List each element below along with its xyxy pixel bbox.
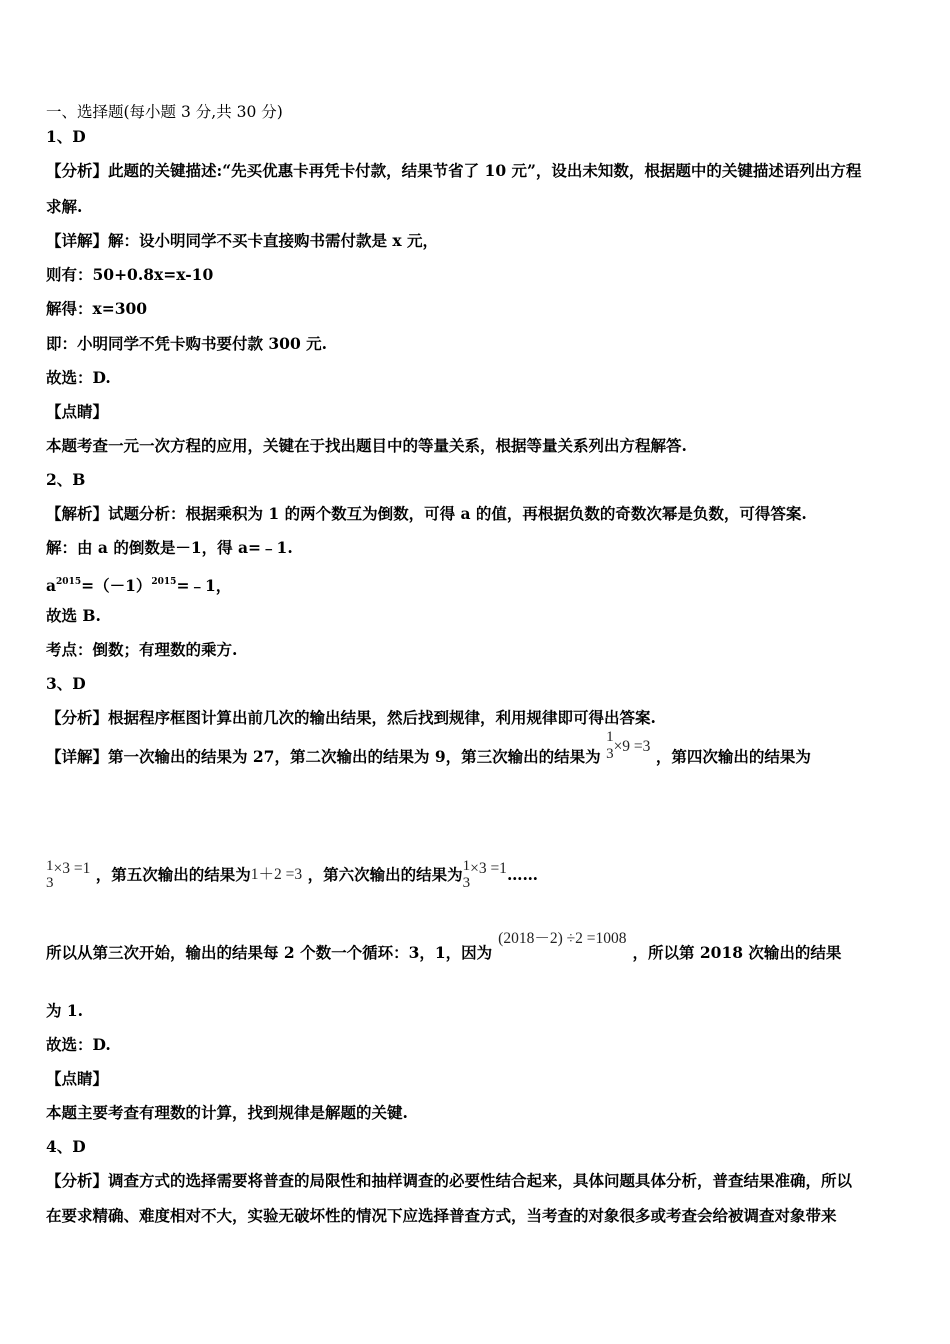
q3-detail-text-3: ，第五次输出的结果为 bbox=[95, 865, 251, 884]
q2-choice: 故选 B. bbox=[46, 606, 101, 625]
q3-math-sum: 1＋2 =3 bbox=[250, 866, 303, 883]
q3-detail-text-4: ，第六次输出的结果为 bbox=[307, 865, 463, 884]
power-base: a bbox=[46, 576, 57, 595]
question-4-answer: 4、D bbox=[46, 1137, 86, 1156]
power-exponent-2: 2015 bbox=[151, 577, 177, 587]
q1-comment: 本题考查一元一次方程的应用，关键在于找出题目中的等量关系，根据等量关系列出方程解答. bbox=[46, 436, 687, 455]
q3-choice: 故选：D. bbox=[46, 1035, 111, 1054]
q3-comment: 本题主要考查有理数的计算，找到规律是解题的关键. bbox=[46, 1103, 408, 1122]
q1-comment-heading: 【点睛】 bbox=[46, 402, 109, 421]
q3-detail-text-6: ，所以第 2018 次输出的结果 bbox=[632, 943, 842, 962]
section-title: 一、选择题(每小题 3 分,共 30 分) bbox=[46, 103, 283, 121]
fraction-numerator: 1 bbox=[606, 729, 614, 745]
fraction-denominator: 3 bbox=[462, 875, 471, 891]
q2-analysis: 【解析】试题分析：根据乘积为 1 的两个数互为倒数，可得 a 的值，再根据负数的奇数次幂是负数，可得答案. bbox=[46, 504, 807, 523]
q2-power-equation bbox=[46, 572, 231, 596]
power-result: =﹣1， bbox=[176, 576, 232, 595]
fraction-one-third-2 bbox=[46, 858, 54, 892]
fraction-denominator: 3 bbox=[46, 875, 54, 891]
q3-math-cycle: (2018－2) ÷2 =1008 bbox=[498, 930, 627, 947]
q3-detail-text-5: 所以从第三次开始，输出的结果每 2 个数一个循环：3，1，因为 bbox=[46, 943, 493, 962]
q3-detail-line3 bbox=[46, 930, 842, 963]
q1-analysis: 【分析】此题的关键描述:“先买优惠卡再凭卡付款，结果节省了 10 元”，设出未知数，根据题中的关键描述语列出方程 bbox=[46, 161, 862, 180]
q3-detail-line2 bbox=[46, 858, 538, 892]
fraction-one-third bbox=[606, 729, 614, 763]
q1-equation: 则有：50+0.8x=x-10 bbox=[46, 265, 214, 284]
fraction-numerator: 1 bbox=[462, 858, 471, 874]
q3-detail-text: 【详解】第一次输出的结果为 27，第二次输出的结果为 9，第三次输出的结果为 bbox=[46, 747, 601, 766]
power-exponent: 2015 bbox=[56, 577, 82, 587]
fraction-one-third-3 bbox=[463, 858, 471, 892]
q4-analysis-cont: 在要求精确、难度相对不大，实验无破坏性的情况下应选择普查方式，当考查的对象很多或考查会给被调查对象带来 bbox=[46, 1206, 837, 1225]
q4-analysis: 【分析】调查方式的选择需要将普查的局限性和抽样调查的必要性结合起来，具体问题具体分析，普查结果准确，所以 bbox=[46, 1171, 853, 1190]
q3-detail-line1 bbox=[46, 729, 811, 767]
q1-analysis-cont: 求解. bbox=[46, 197, 83, 216]
q3-detail-text-2: ，第四次输出的结果为 bbox=[655, 747, 811, 766]
q2-keypoint: 考点：倒数；有理数的乘方. bbox=[46, 640, 238, 659]
q2-solution: 解：由 a 的倒数是－1，得 a=﹣1. bbox=[46, 538, 293, 557]
fraction-numerator: 1 bbox=[46, 858, 54, 874]
question-1-answer: 1、D bbox=[46, 127, 86, 146]
q1-solution: 解得：x=300 bbox=[46, 299, 148, 318]
q1-conclusion: 即：小明同学不凭卡购书要付款 300 元. bbox=[46, 334, 328, 353]
q1-choice: 故选：D. bbox=[46, 368, 111, 387]
q3-math-3: ×3 =1 bbox=[470, 860, 507, 877]
q3-math-1: ×9 =3 bbox=[613, 738, 651, 755]
q3-result: 为 1. bbox=[46, 1001, 84, 1020]
question-2-answer: 2、B bbox=[46, 470, 86, 489]
q3-analysis: 【分析】根据程序框图计算出前几次的输出结果，然后找到规律，利用规律即可得出答案. bbox=[46, 708, 656, 727]
question-3-answer: 3、D bbox=[46, 674, 86, 693]
q3-ellipsis: …… bbox=[506, 865, 538, 884]
q3-comment-heading: 【点睛】 bbox=[46, 1069, 109, 1088]
fraction-denominator: 3 bbox=[606, 746, 614, 762]
q3-math-2: ×3 =1 bbox=[53, 860, 91, 877]
q1-detail: 【详解】解：设小明同学不买卡直接购书需付款是 x 元， bbox=[46, 231, 439, 250]
power-middle: =（－1） bbox=[81, 576, 152, 595]
